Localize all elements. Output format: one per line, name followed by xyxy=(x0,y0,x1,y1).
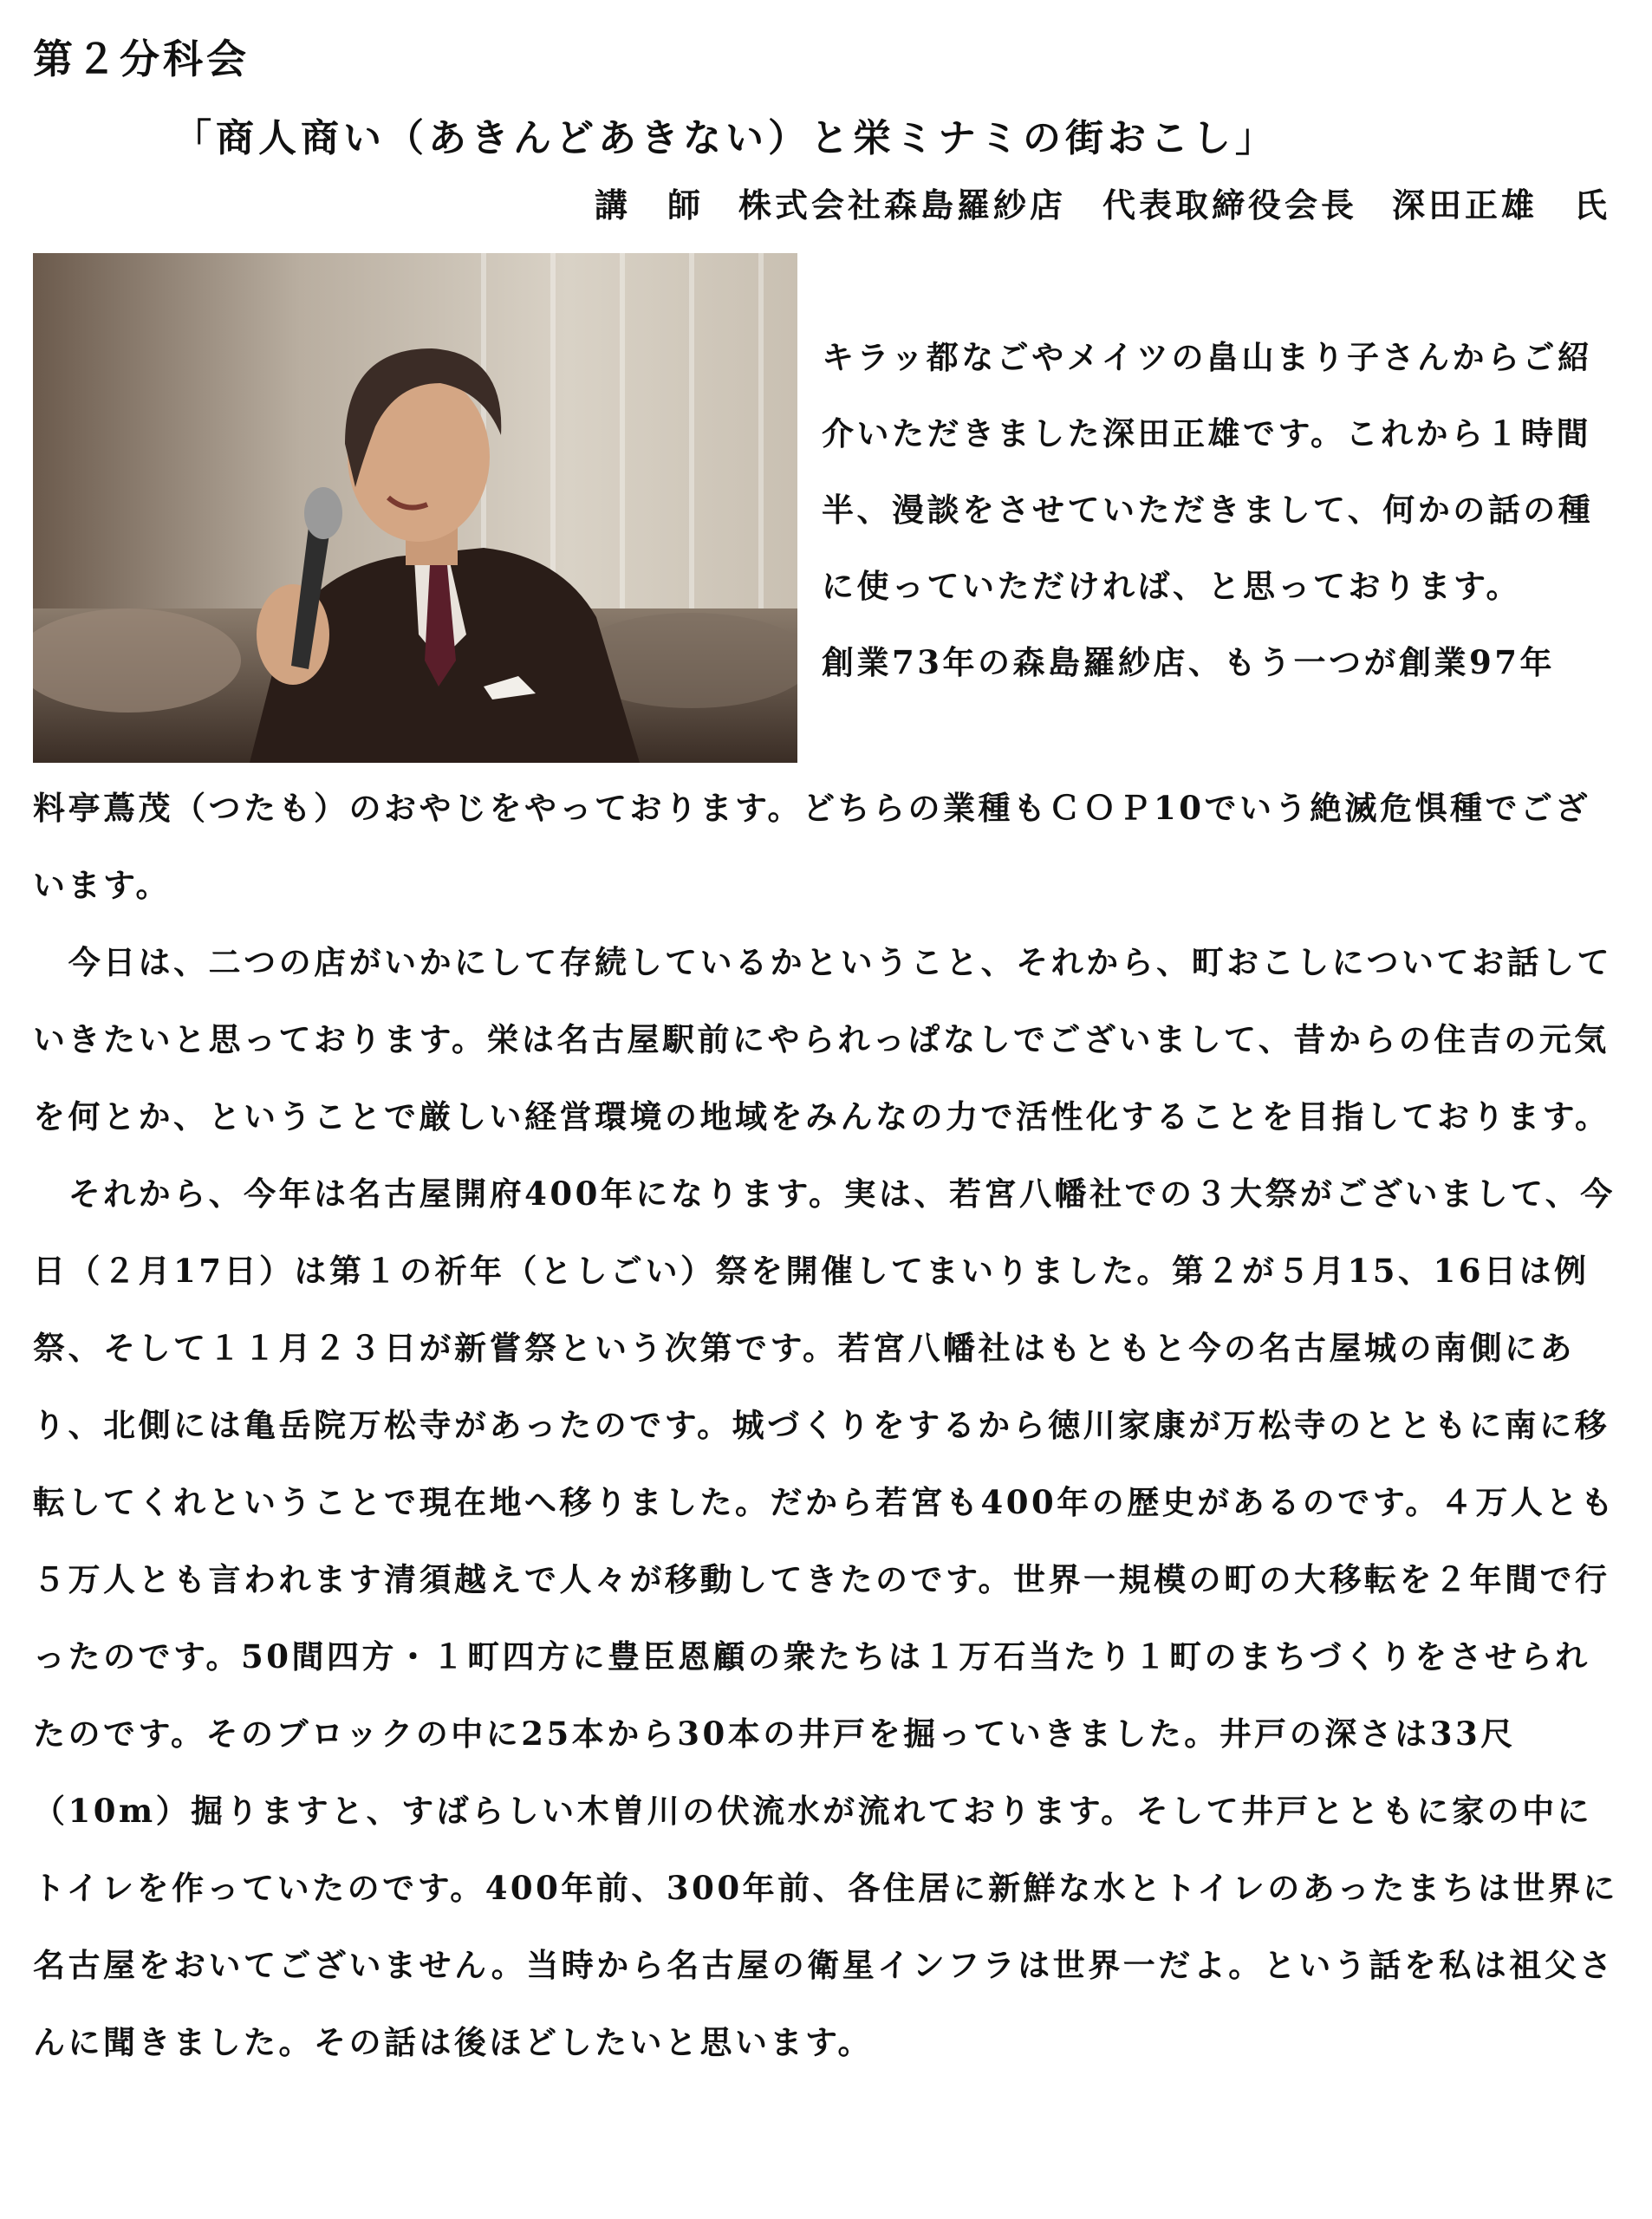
intro-paragraph: キラッ都なごやメイツの畠山まり子さんからご紹介いただきました深田正雄です。これから１時間半、漫談をさせていただきまして、何かの話の種に使っていただければ、と思っております。 xyxy=(822,338,1594,605)
speaker-name: 深田正雄 氏 xyxy=(1391,185,1610,225)
speaker-photo xyxy=(33,253,797,763)
speaker-role: 講 師 xyxy=(594,185,704,225)
speaker-organization: 株式会社森島羅紗店 代表取締役会長 xyxy=(738,185,1357,225)
speaker-photo-illustration xyxy=(33,253,797,763)
intro-side-text xyxy=(822,319,1619,700)
body-paragraph-2: それから、今年は名古屋開府400年になります。実は、若宮八幡社での３大祭がございまして、今日（２月17日）は第１の祈年（としごい）祭を開催してまいりました。第２が５月15、16日は例祭、そして１１月２３日が新嘗祭という次第です。若宮八幡社はもともと今の名古屋城の南側にあり、北側には亀岳院万松寺があったのです。城づくりをするから徳川家康が万松寺のとともに南に移転してくれということで現在地へ移りました。だから若宮も400年の歴史があるのです。４万人とも５万人とも言われます清須越えで人々が移動してきたのです。世界一規模の町の大移転を２年間で行ったのです。50間四方・１町四方に豊臣恩顧の衆たちは１万石当たり１町のまちづくりをさせられたのです。そのブロックの中に25本から30本の井戸を掘っていきました。井戸の深さは33尺（10m）掘りますと、すばらしい木曽川の伏流水が流れております。そして井戸とともに家の中にトイレを作っていたのです。400年前、300年前、各住居に新鮮な水とトイレのあったまちは世界に名古屋をおいてございません。当時から名古屋の衛星インフラは世界一だよ。という話を私は祖父さんに聞きました。その話は後ほどしたいと思います。 xyxy=(33,1175,1618,2061)
lecture-title: 「商人商い（あきんどあきない）と栄ミナミの街おこし」 xyxy=(173,116,1278,160)
speaker-line xyxy=(595,177,1610,234)
intro-founding-line: 創業73年の森島羅紗店、もう一つが創業97年 xyxy=(822,643,1555,681)
section-heading: 第２分科会 xyxy=(33,36,250,82)
body-paragraph-1: 今日は、二つの店がいかにして存続しているかということ、それから、町おこしについてお話していきたいと思っております。栄は名古屋駅前にやられっぱなしでございまして、昔からの住吉の元気を何とか、ということで厳しい経営環境の地域をみんなの力で活性化することを目指しております。 xyxy=(33,943,1612,1136)
body-text xyxy=(33,770,1624,2081)
intro-continuation: 料亭蔦茂（つたも）のおやじをやっております。どちらの業種もＣＯＰ10でいう絶滅危惧種でございます。 xyxy=(33,789,1591,904)
